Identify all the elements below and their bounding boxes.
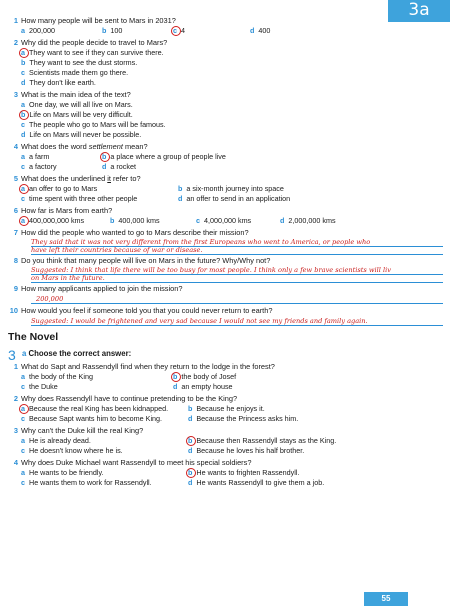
page-number: 55: [364, 592, 408, 606]
option[interactable]: d They don't like earth.: [21, 78, 96, 87]
answer-circle: [19, 110, 29, 120]
option[interactable]: d a rocket: [102, 162, 136, 171]
answer-circle: [186, 468, 196, 478]
option[interactable]: d an offer to send in an application: [178, 194, 291, 203]
answer-circle: [19, 404, 29, 414]
option[interactable]: a the body of the King: [21, 372, 93, 381]
question-9: 9 How many applicants applied to join the mission?: [13, 284, 183, 293]
handwritten-answer: Suggested: I think that life there will be too busy for most people. I think only a few brave scientists will liv: [31, 266, 391, 274]
option[interactable]: d Because the Princess asks him.: [188, 414, 299, 423]
answer-circle: [19, 184, 29, 194]
answer-line: [31, 282, 443, 283]
option[interactable]: c 4: [173, 26, 185, 35]
option[interactable]: a He wants to be friendly.: [21, 468, 104, 477]
handwritten-answer: Suggested: I would be frightened and very sad because I would not see my friends and family again.: [31, 317, 368, 325]
underlined-word: it: [107, 174, 111, 183]
option[interactable]: c Because Sapt wants him to become King.: [21, 414, 163, 423]
answer-circle: [171, 372, 181, 382]
answer-line: [31, 303, 443, 304]
question-7: 7 How did the people who wanted to go to Mars describe their mission?: [13, 228, 249, 237]
question-2: 2 Why did the people decide to travel to Mars?: [13, 38, 168, 47]
unit-tab: 3a: [388, 0, 450, 22]
answer-circle: [100, 152, 110, 162]
question-4: 4 Why does Duke Michael want Rassendyll to meet his special soldiers?: [13, 458, 252, 467]
option[interactable]: b Because he enjoys it.: [188, 404, 265, 413]
option[interactable]: c a factory: [21, 162, 57, 171]
option[interactable]: a Because the real King has been kidnapped.: [21, 404, 169, 413]
option[interactable]: b 100: [102, 26, 123, 35]
answer-line: [31, 325, 443, 326]
question-6: 6 How far is Mars from earth?: [13, 206, 113, 215]
option[interactable]: a They want to see if they can survive there.: [21, 48, 164, 57]
answer-circle: [19, 216, 29, 226]
question-1: 1 How many people will be sent to Mars in 2031?: [13, 16, 176, 25]
answer-line: [31, 254, 443, 255]
option[interactable]: d Because he loves his half brother.: [188, 446, 305, 455]
answer-circle: [186, 436, 196, 446]
exercise-instruction: a Choose the correct answer:: [22, 349, 132, 358]
answer-circle: [19, 48, 29, 58]
option[interactable]: d 400: [250, 26, 271, 35]
option[interactable]: c 4,000,000 kms: [196, 216, 252, 225]
answer-circle: [171, 26, 181, 36]
option[interactable]: b the body of Josef: [173, 372, 237, 381]
option[interactable]: b They want to see the dust storms.: [21, 58, 138, 67]
option[interactable]: c The people who go to Mars will be famous.: [21, 120, 166, 129]
section-title: The Novel: [8, 331, 59, 343]
question-5: 5 What does the underlined it refer to?: [13, 174, 141, 183]
option[interactable]: b Because then Rassendyll stays as the King.: [188, 436, 337, 445]
option[interactable]: a One day, we will all live on Mars.: [21, 100, 133, 109]
option[interactable]: b He wants to frighten Rassendyll.: [188, 468, 300, 477]
exercise-number: 3: [8, 347, 16, 363]
question-3: 3 Why can't the Duke kill the real King?: [13, 426, 144, 435]
handwritten-answer: on Mars in the future.: [31, 274, 105, 282]
question-10: 10 How would you feel if someone told you that you could never return to earth?: [9, 306, 273, 315]
question-1: 1 What do Sapt and Rassendyll find when they return to the lodge in the forest?: [13, 362, 275, 371]
emphasis-word: settlement: [88, 142, 123, 151]
option[interactable]: c time spent with three other people: [21, 194, 138, 203]
option[interactable]: d 2,000,000 kms: [280, 216, 336, 225]
option[interactable]: c He doesn't know where he is.: [21, 446, 123, 455]
option[interactable]: d Life on Mars will never be possible.: [21, 130, 142, 139]
option[interactable]: a 200,000: [21, 26, 55, 35]
option[interactable]: b a place where a group of people live: [102, 152, 226, 161]
option[interactable]: b Life on Mars will be very difficult.: [21, 110, 133, 119]
option[interactable]: d an empty house: [173, 382, 233, 391]
option[interactable]: b a six-month journey into space: [178, 184, 284, 193]
option[interactable]: a a farm: [21, 152, 50, 161]
option[interactable]: a He is already dead.: [21, 436, 91, 445]
option[interactable]: a 400,000,000 kms: [21, 216, 85, 225]
option[interactable]: c Scientists made them go there.: [21, 68, 129, 77]
option[interactable]: c the Duke: [21, 382, 58, 391]
option[interactable]: c He wants them to work for Rassendyll.: [21, 478, 152, 487]
handwritten-answer: They said that it was not very different from the first Europeans who went to America, or people who: [31, 238, 371, 246]
handwritten-answer: have left their countries because of war or disease.: [31, 246, 203, 254]
question-8: 8 Do you think that many people will live on Mars in the future? Why/Why not?: [13, 256, 271, 265]
question-3: 3 What is the main idea of the text?: [13, 90, 131, 99]
question-2: 2 Why does Rassendyll have to continue pretending to be the King?: [13, 394, 238, 403]
handwritten-answer: 200,000: [36, 295, 64, 303]
question-4: 4 What does the word settlement mean?: [13, 142, 148, 151]
option[interactable]: d He wants Rassendyll to give them a job.: [188, 478, 325, 487]
option[interactable]: a an offer to go to Mars: [21, 184, 98, 193]
option[interactable]: b 400,000 kms: [110, 216, 160, 225]
